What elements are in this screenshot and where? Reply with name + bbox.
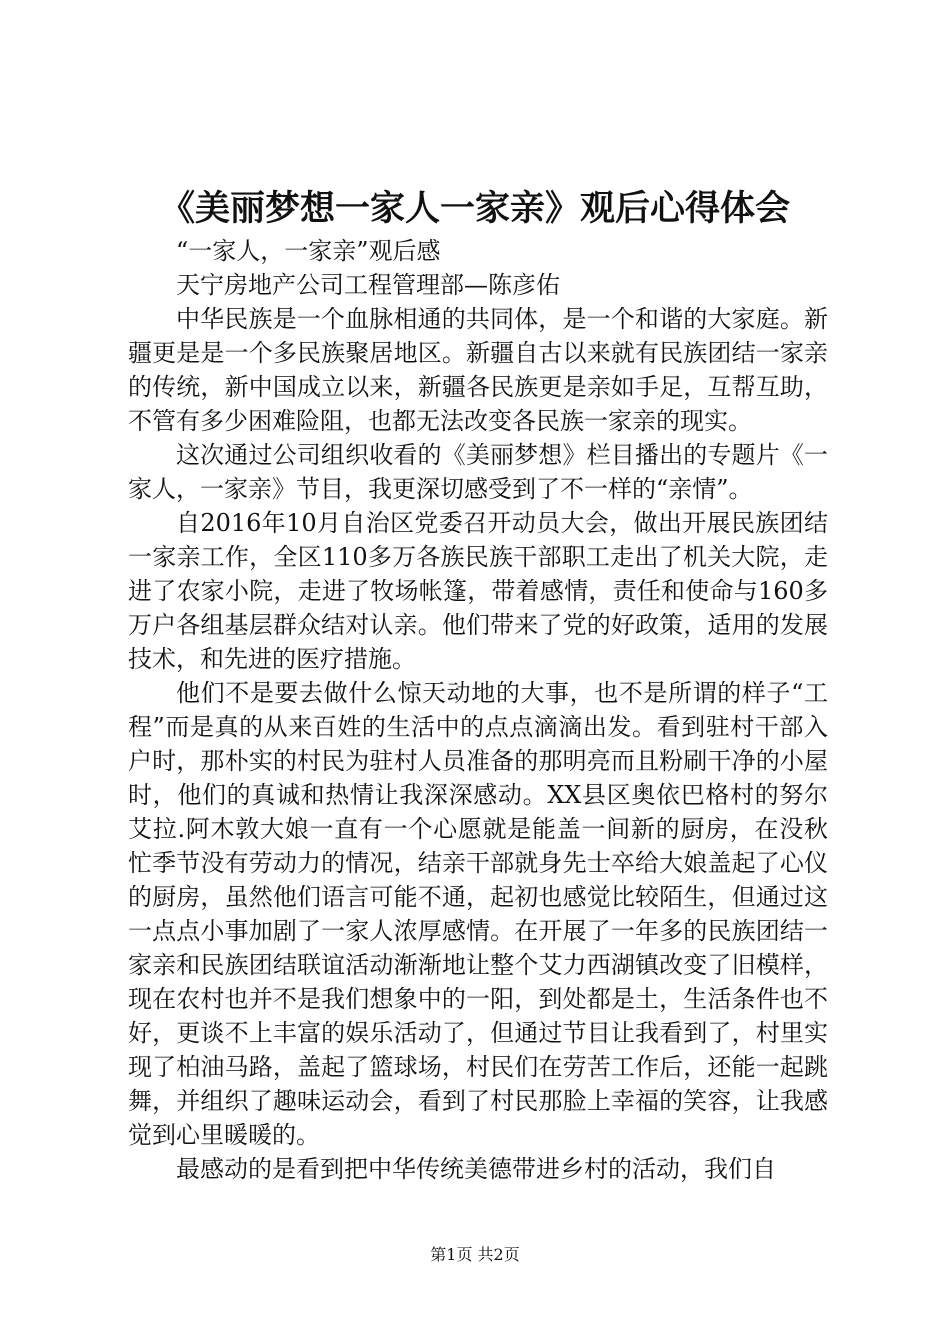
document-title: 《美丽梦想一家人一家亲》观后心得体会 xyxy=(159,188,790,229)
body-paragraph: 这次通过公司组织收看的《美丽梦想》栏目播出的专题片《一家人，一家亲》节目，我更深切感受到了不一样的“亲情”。 xyxy=(128,441,828,503)
body-paragraph: 最感动的是看到把中华传统美德带进乡村的活动，我们自 xyxy=(176,1155,776,1183)
page-number-footer: 第1页 共2页 xyxy=(430,1245,520,1264)
body-paragraph: 他们不是要去做什么惊天动地的大事，也不是所谓的样子“工程”而是真的从来百姓的生活中的点点滴滴出发。看到驻村干部入户时，那朴实的村民为驻村人员准备的那明亮而且粉刷干净的小屋时，他们的真诚和热情让我深深感动。XX县区奥依巴格村的努尔艾拉.阿木敦大娘一直有一个心愿就是能盖一间新的厨房，在没秋忙季节没有劳动力的情况，结亲干部就身先士卒给大娘盖起了心仪的厨房，虽然他们语言可能不通，起初也感觉比较陌生，但通过这一点点小事加剧了一家人浓厚感情。在开展了一年多的民族团结一家亲和民族团结联谊活动渐渐地让整个艾力西湖镇改变了旧模样，现在农村也并不是我们想象中的一阳，到处都是土，生活条件也不好，更谈不上丰富的娱乐活动了，但通过节目让我看到了，村里实现了柏油马路，盖起了篮球场，村民们在劳苦工作后，还能一起跳舞，并组织了趣味运动会，看到了村民那脸上幸福的笑容，让我感觉到心里暖暖的。 xyxy=(128,679,828,1149)
body-paragraph: 中华民族是一个血脉相通的共同体，是一个和谐的大家庭。新疆更是是一个多民族聚居地区。新疆自古以来就有民族团结一家亲的传统，新中国成立以来，新疆各民族更是亲如手足，互帮互助，不管有多少困难险阻，也都无法改变各民族一家亲的现实。 xyxy=(128,305,828,435)
body-paragraph: 自2016年10月自治区党委召开动员大会，做出开展民族团结一家亲工作，全区110多万各族民族干部职工走出了机关大院，走进了农家小院，走进了牧场帐篷，带着感情，责任和使命与160多万户各组基层群众结对认亲。他们带来了党的好政策，适用的发展技术，和先进的医疗措施。 xyxy=(128,509,828,673)
document-body xyxy=(128,234,828,1186)
author-line: 天宁房地产公司工程管理部—陈彦佑 xyxy=(176,271,560,299)
subtitle-paragraph: “一家人，一家亲”观后感 xyxy=(176,237,441,265)
